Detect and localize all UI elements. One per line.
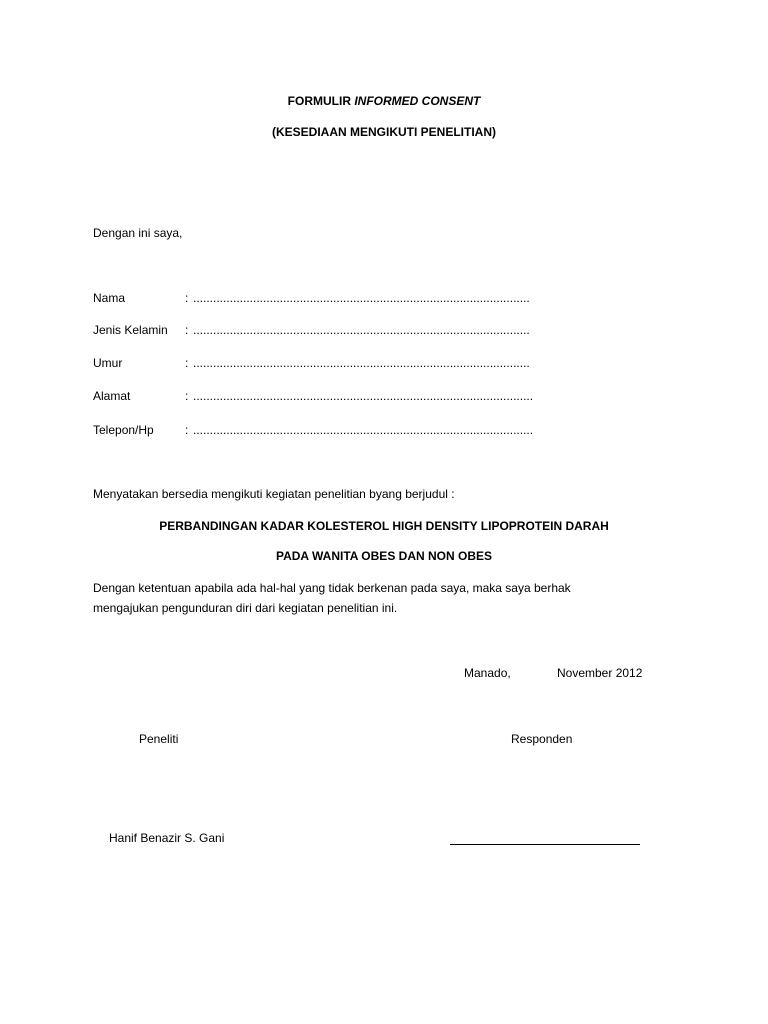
field-colon: :	[185, 323, 189, 337]
terms-line2: mengajukan pengunduran diri dari kegiatan penelitian ini.	[93, 601, 398, 615]
field-input-telepon[interactable]: ......................................................................................................	[193, 423, 534, 437]
statement-text: Menyatakan bersedia mengikuti kegiatan penelitian byang berjudul :	[93, 487, 455, 501]
respondent-label: Responden	[511, 732, 573, 746]
form-title-italic: INFORMED CONSENT	[354, 94, 481, 108]
field-label: Umur	[93, 356, 123, 370]
field-colon: :	[185, 389, 189, 403]
respondent-signature-line[interactable]	[450, 844, 640, 845]
researcher-name: Hanif Benazir S. Gani	[109, 831, 225, 845]
researcher-label: Peneliti	[139, 732, 179, 746]
terms-line1: Dengan ketentuan apabila ada hal-hal yang tidak berkenan pada saya, maka saya berhak	[93, 581, 571, 595]
date-text: November 2012	[557, 666, 643, 680]
field-colon: :	[185, 356, 189, 370]
field-label: Alamat	[93, 389, 131, 403]
form-title	[0, 94, 768, 108]
research-title-line2: PADA WANITA OBES DAN NON OBES	[275, 549, 492, 563]
field-label: Jenis Kelamin	[93, 323, 168, 337]
field-colon: :	[185, 291, 189, 305]
field-label: Nama	[93, 291, 126, 305]
field-colon: :	[185, 423, 189, 437]
field-label: Telepon/Hp	[93, 423, 154, 437]
field-input-umur[interactable]: .....................................................................................................	[193, 356, 530, 370]
field-input-nama[interactable]: .....................................................................................................	[193, 291, 530, 305]
field-input-alamat[interactable]: ......................................................................................................	[193, 389, 534, 403]
intro-text: Dengan ini saya,	[93, 226, 183, 240]
field-input-jenis-kelamin[interactable]: .....................................................................................................	[193, 323, 530, 337]
form-title-prefix: FORMULIR	[287, 94, 355, 108]
place-text: Manado,	[464, 666, 511, 680]
form-subtitle: (KESEDIAAN MENGIKUTI PENELITIAN)	[271, 125, 496, 139]
research-title-line1: PERBANDINGAN KADAR KOLESTEROL HIGH DENSITY LIPOPROTEIN DARAH	[159, 519, 609, 533]
